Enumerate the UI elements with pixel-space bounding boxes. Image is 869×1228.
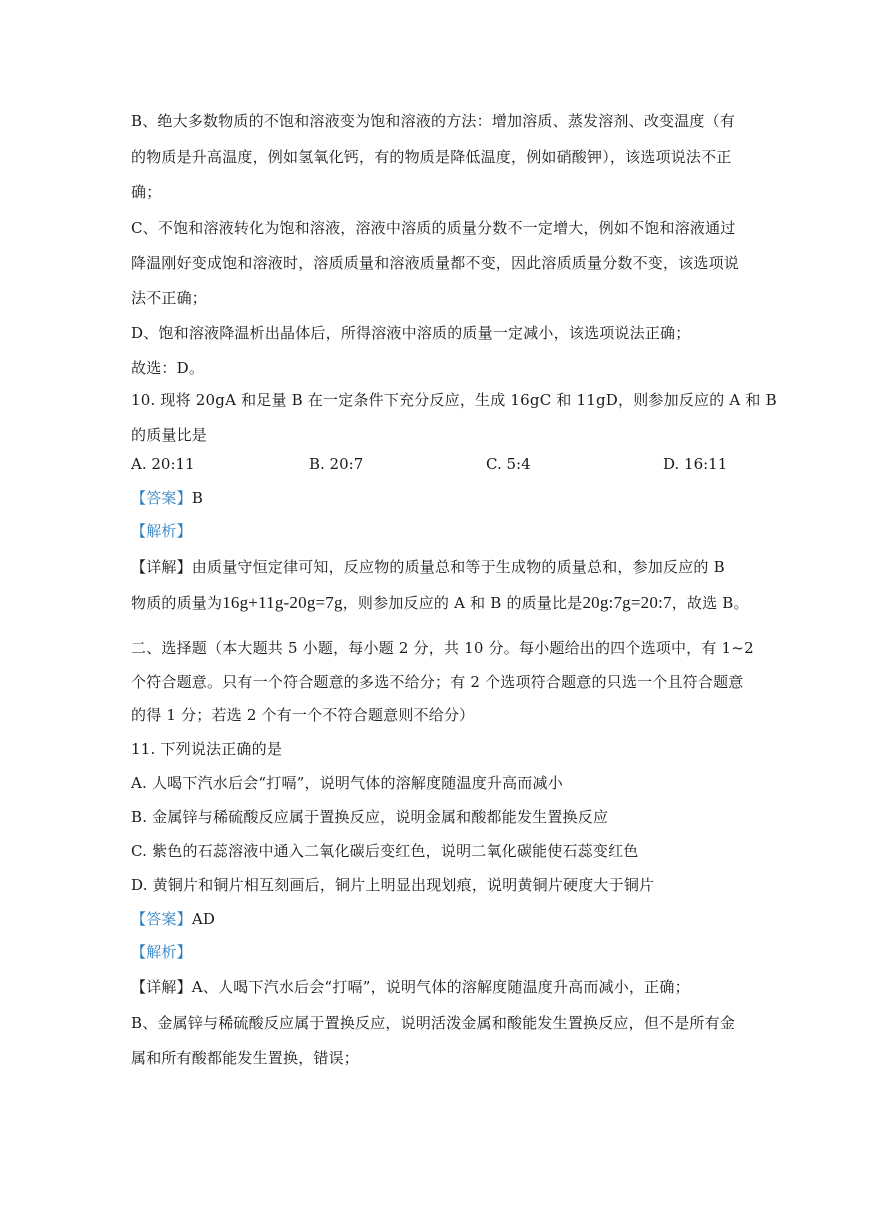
q11-stem: 11. 下列说法正确的是: [131, 740, 283, 758]
detail-text-a: 物质的质量为: [131, 594, 223, 612]
q10-answer: [131, 488, 741, 508]
q9-conclusion: 故选：D。: [131, 359, 205, 377]
q11-option-c: C. 紫色的石蕊溶液中通入二氧化碳后变红色，说明二氧化碳能使石蕊变红色: [131, 842, 639, 860]
q9-option-b-line2: 的物质是升高温度，例如氢氧化钙，有的物质是降低温度，例如硝酸钾），该选项说法不正: [131, 148, 732, 166]
q10-option-d: D. 16:11: [663, 455, 728, 473]
q11-detail-line1: 【详解】A、人喝下汽水后会“打嗝”，说明气体的溶解度随温度升高而减小，正确；: [131, 978, 690, 996]
q9-option-d-line: D、饱和溶液降温析出晶体后，所得溶液中溶质的质量一定减小，该选项说法正确；: [131, 324, 691, 342]
q11-option-d: D. 黄铜片和铜片相互刻画后，铜片上明显出现划痕，说明黄铜片硬度大于铜片: [131, 876, 655, 894]
answer-tag: 【答案】: [131, 910, 192, 928]
q9-option-c-line3: 法不正确；: [131, 289, 208, 307]
section2-line1: 二、选择题（本大题共 5 小题，每小题 2 分，共 10 分。每小题给出的四个选项中，有 1~2: [131, 639, 754, 657]
detail-text-c: ，故选 B。: [671, 594, 749, 612]
q11-detail-line2: B、金属锌与稀硫酸反应属于置换反应，说明活泼金属和酸能发生置换反应，但不是所有金: [131, 1014, 736, 1032]
q10-detail-line2: [131, 593, 749, 613]
mass-equation: 16g+11g-20g=7g: [222, 593, 343, 612]
q11-answer: [131, 909, 741, 929]
q10-option-b: B. 20:7: [309, 455, 364, 473]
q10-analysis-tag: 【解析】: [131, 522, 192, 540]
q11-detail-line3: 属和所有酸都能发生置换，错误；: [131, 1049, 360, 1067]
q10-stem-line2: 的质量比是: [131, 426, 208, 444]
q9-option-c-line1: C、不饱和溶液转化为饱和溶液，溶液中溶质的质量分数不一定增大，例如不饱和溶液通过: [131, 219, 736, 237]
q11-analysis-tag: 【解析】: [131, 943, 192, 961]
answer-value: AD: [191, 910, 216, 928]
answer-value: B: [191, 489, 204, 507]
q9-option-b-line1: B、绝大多数物质的不饱和溶液变为饱和溶液的方法：增加溶质、蒸发溶剂、改变温度（有: [131, 112, 736, 130]
ratio-equation: 20g:7g=20:7: [582, 593, 672, 612]
section2-line2: 个符合题意。只有一个符合题意的多选不给分；有 2 个选项符合题意的只选一个且符合题意: [131, 673, 744, 691]
q10-stem-line1: 10. 现将 20gA 和足量 B 在一定条件下充分反应，生成 16gC 和 11gD，则参加反应的 A 和 B: [131, 391, 777, 409]
answer-tag: 【答案】: [131, 489, 192, 507]
q9-option-b-line3: 确；: [131, 183, 162, 201]
q10-option-a: A. 20:11: [131, 455, 195, 473]
q11-option-b: B. 金属锌与稀硫酸反应属于置换反应，说明金属和酸都能发生置换反应: [131, 808, 609, 826]
q10-option-c: C. 5:4: [486, 455, 531, 473]
q11-option-a: A. 人喝下汽水后会“打嗝”，说明气体的溶解度随温度升高而减小: [131, 774, 563, 792]
section2-line3: 的得 1 分；若选 2 个有一个不符合题意则不给分）: [131, 706, 475, 724]
q10-detail-line1: 【详解】由质量守恒定律可知，反应物的质量总和等于生成物的质量总和，参加反应的 B: [131, 558, 725, 576]
q9-option-c-line2: 降温刚好变成饱和溶液时，溶质质量和溶液质量都不变，因此溶质质量分数不变，该选项说: [131, 254, 740, 272]
detail-text-b: ，则参加反应的 A 和 B 的质量比是: [342, 594, 583, 612]
